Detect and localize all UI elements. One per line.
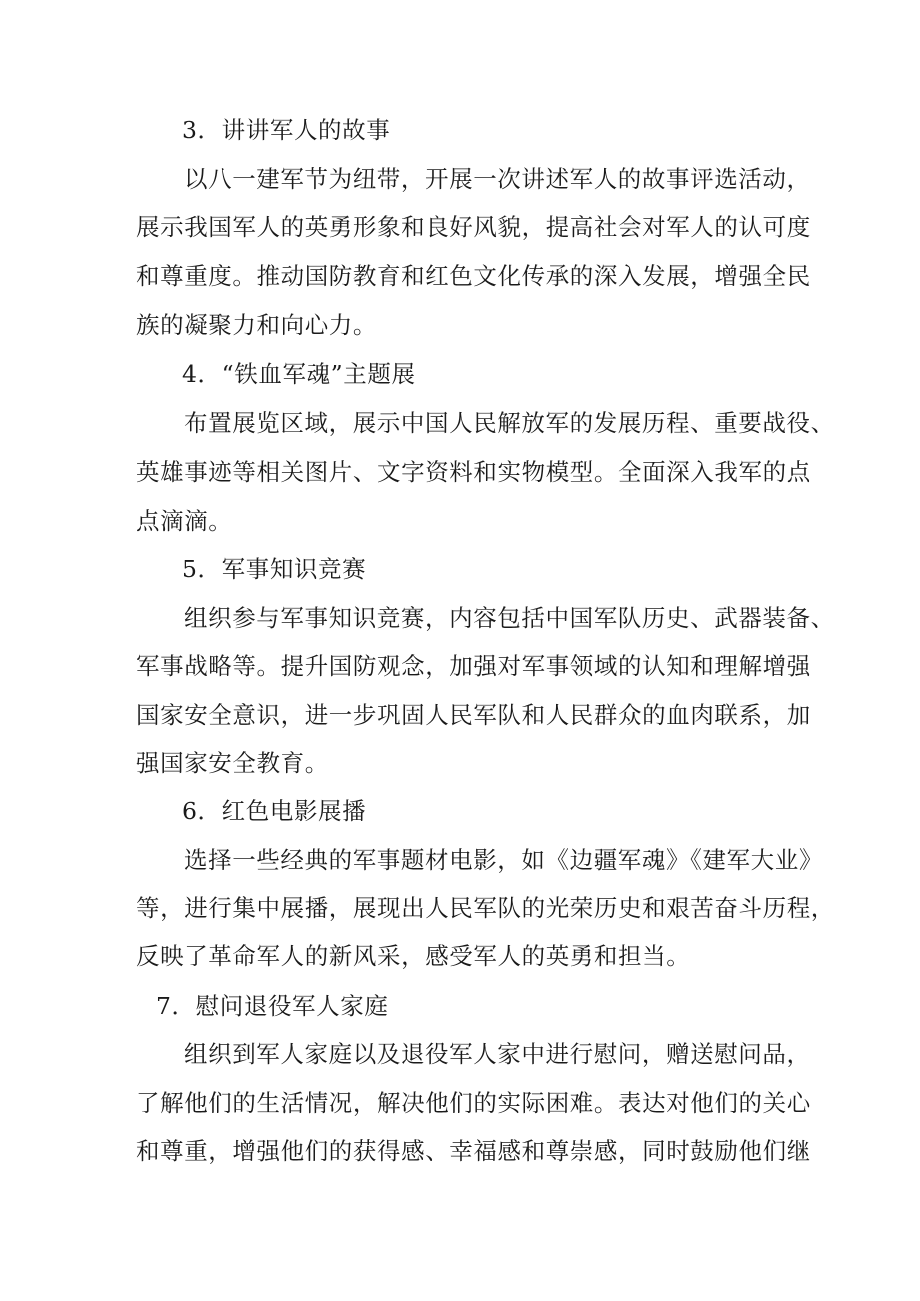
paragraph-line: 军事战略等。提升国防观念，加强对军事领域的认知和理解增强 xyxy=(136,652,811,680)
paragraph-line: 组织到军人家庭以及退役军人家中进行慰问，赠送慰问品， xyxy=(184,1040,811,1068)
paragraph-line: 国家安全意识，进一步巩固人民军队和人民群众的血肉联系，加 xyxy=(136,701,811,729)
paragraph-line: 布置展览区域，展示中国人民解放军的发展历程、重要战役、 xyxy=(184,409,835,437)
section-heading: 3．讲讲军人的故事 xyxy=(182,116,391,144)
section-heading: 5．军事知识竞赛 xyxy=(182,555,367,583)
paragraph-line: 反映了革命军人的新风采，感受军人的英勇和担当。 xyxy=(136,942,691,970)
paragraph-line: 强国家安全教育。 xyxy=(136,749,329,777)
paragraph-line: 等，进行集中展播，展现出人民军队的光荣历史和艰苦奋斗历程， xyxy=(136,894,835,922)
paragraph-line: 展示我国军人的英勇形象和良好风貌，提高社会对军人的认可度 xyxy=(136,213,811,241)
paragraph-line: 以八一建军节为纽带，开展一次讲述军人的故事评选活动， xyxy=(184,165,811,193)
paragraph-line: 英雄事迹等相关图片、文字资料和实物模型。全面深入我军的点 xyxy=(136,458,811,486)
paragraph-line: 和尊重度。推动国防教育和红色文化传承的深入发展，增强全民 xyxy=(136,262,811,290)
paragraph-line: 族的凝聚力和向心力。 xyxy=(136,311,377,339)
paragraph-line: 和尊重，增强他们的获得感、幸福感和尊崇感，同时鼓励他们继 xyxy=(136,1137,811,1165)
section-heading: 7．慰问退役军人家庭 xyxy=(156,992,389,1020)
paragraph-line: 组织参与军事知识竞赛，内容包括中国军队历史、武器装备、 xyxy=(184,604,835,632)
paragraph-line: 选择一些经典的军事题材电影，如《边疆军魂》《建军大业》 xyxy=(184,846,823,874)
paragraph-line: 了解他们的生活情况，解决他们的实际困难。表达对他们的关心 xyxy=(136,1089,811,1117)
section-heading: 6．红色电影展播 xyxy=(182,797,367,825)
section-heading: 4．“铁血军魂”主题展 xyxy=(182,360,416,388)
paragraph-line: 点滴滴。 xyxy=(136,507,233,535)
